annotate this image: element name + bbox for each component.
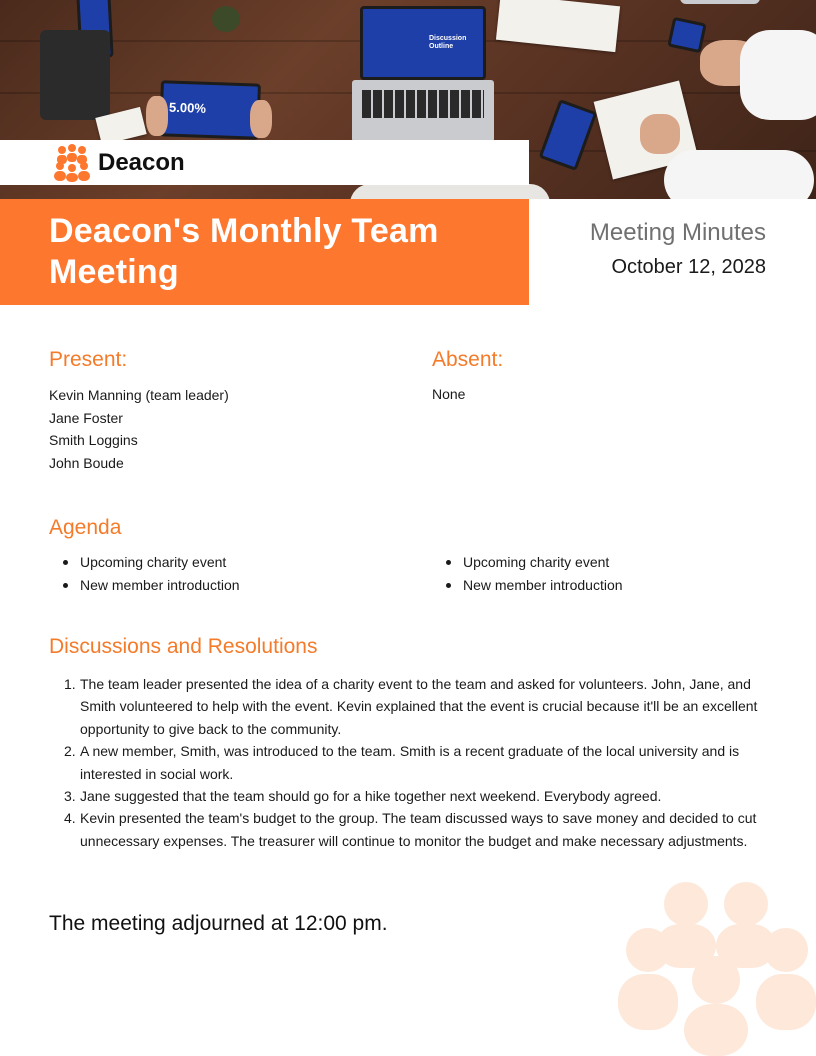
discussion-text: A new member, Smith, was introduced to the team. Smith is a recent graduate of the local university and is interested in social work. xyxy=(80,743,740,782)
document-type: Meeting Minutes xyxy=(589,219,766,246)
agenda-heading: Agenda xyxy=(49,516,122,539)
closing-statement: The meeting adjourned at 12:00 pm. xyxy=(49,912,388,935)
present-member: Jane Foster xyxy=(49,409,123,426)
team-watermark-icon xyxy=(612,876,816,1056)
page-title: Deacon's Monthly Team Meeting xyxy=(49,212,439,291)
agenda-item: Upcoming charity event xyxy=(432,551,623,574)
present-member: Kevin Manning (team leader) xyxy=(49,387,229,403)
discussion-text: Jane suggested that the team should go for a hike together next weekend. Everybody agreed. xyxy=(80,788,662,805)
absent-list xyxy=(432,383,465,406)
meeting-date: October 12, 2028 xyxy=(611,256,766,278)
agenda-list-right xyxy=(432,551,623,597)
agenda-item: New member introduction xyxy=(49,574,240,597)
discussion-item xyxy=(49,807,761,852)
discussion-text: The team leader presented the idea of a charity event to the team and asked for volunteers. John, Jane, and Smith volunteered to help with the event. Kevin explained that the event is crucial because it'll be an excellent opportunity to give back to the community. xyxy=(80,676,758,737)
discussion-item xyxy=(49,673,761,740)
present-member: Smith Loggins xyxy=(49,432,138,449)
discussions-heading: Discussions and Resolutions xyxy=(49,635,318,658)
agenda-item: Upcoming charity event xyxy=(49,551,240,574)
discussion-text: Kevin presented the team's budget to the group. The team discussed ways to save money and decided to cut unnecessary expenses. The treasurer will continue to monitor the budget and make necessary adjustments. xyxy=(80,810,757,849)
agenda-list-left xyxy=(49,551,240,597)
discussion-item xyxy=(49,740,761,785)
brand-name: Deacon xyxy=(98,148,185,176)
logo-bar xyxy=(0,140,529,185)
discussion-number: 2. xyxy=(64,743,76,760)
discussion-number: 1. xyxy=(64,676,76,692)
absent-member: None xyxy=(432,386,466,402)
absent-heading: Absent: xyxy=(432,348,504,371)
present-list xyxy=(49,384,229,475)
tablet-screen-text: 5.00% xyxy=(168,99,207,116)
team-logo-icon xyxy=(52,144,92,182)
discussion-item xyxy=(49,785,761,807)
discussions-list xyxy=(49,673,761,852)
present-heading: Present: xyxy=(49,348,128,371)
discussion-number: 3. xyxy=(64,788,76,805)
title-banner xyxy=(0,199,529,305)
agenda-item: New member introduction xyxy=(432,574,623,597)
document-meta xyxy=(590,218,766,282)
discussion-number: 4. xyxy=(64,810,76,827)
laptop-screen-text: Discussion Outline xyxy=(429,35,467,50)
present-member: John Boude xyxy=(49,455,124,472)
